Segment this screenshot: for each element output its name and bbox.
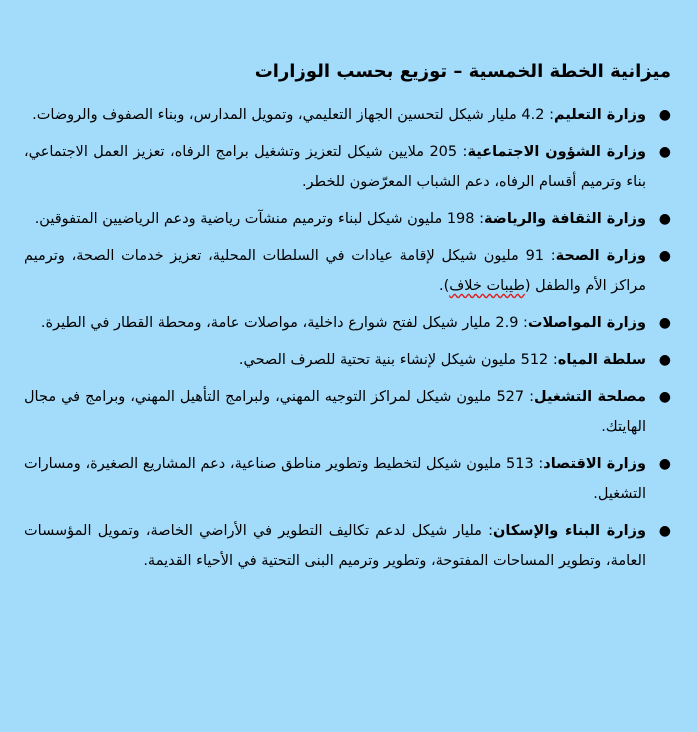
ministry-detail: : 2.9 مليار شيكل لفتح شوارع داخلية، مواصلات عامة، ومحطة القطار في الطيرة. — [40, 315, 528, 331]
ministry-list — [24, 100, 671, 576]
ministry-detail: : مليار شيكل لدعم تكاليف التطوير في الأراضي الخاصة، وتمويل المؤسسات العامة، وتطوير المساحات المفتوحة، وتطوير وترميم البنى التحتية في الأحياء القديمة. — [24, 523, 646, 569]
ministry-name: مصلحة التشغيل — [534, 389, 646, 405]
ministry-detail: : 205 ملايين شيكل لتعزيز وتشغيل برامج الرفاه، تعزيز العمل الاجتماعي، بناء وترميم أقسام الرفاه، دعم الشباب المعرّضون للخطر. — [24, 144, 646, 190]
bullet-icon: ● — [658, 144, 671, 160]
list-item — [24, 241, 671, 301]
bullet-icon: ● — [658, 107, 671, 123]
ministry-detail: : 4.2 مليار شيكل لتحسين الجهاز التعليمي، وتمويل المدارس، وبناء الصفوف والروضات. — [32, 107, 554, 123]
bullet-icon: ● — [658, 456, 671, 472]
ministry-detail: : 512 مليون شيكل لإنشاء بنية تحتية للصرف الصحي. — [238, 352, 558, 368]
list-item — [24, 345, 671, 375]
ministry-name: وزارة التعليم — [553, 107, 646, 123]
ministry-name: وزارة الصحة — [555, 248, 646, 264]
ministry-name: وزارة البناء والإسكان — [493, 523, 646, 539]
ministry-detail-end: ). — [438, 278, 450, 294]
list-item — [24, 100, 671, 130]
list-item — [24, 382, 671, 442]
ministry-name: وزارة المواصلات — [527, 315, 646, 331]
ministry-name: وزارة الشؤون الاجتماعية — [467, 144, 647, 160]
bullet-icon: ● — [658, 315, 671, 331]
list-item — [24, 137, 671, 197]
bullet-icon: ● — [658, 211, 671, 227]
list-item — [24, 449, 671, 509]
ministry-detail: : 513 مليون شيكل لتخطيط وتطوير مناطق صناعية، دعم المشاريع الصغيرة، ومسارات التشغيل. — [24, 456, 646, 502]
ministry-name: وزارة الاقتصاد — [543, 456, 646, 472]
ministry-name: سلطة المياه — [557, 352, 646, 368]
ministry-detail: : 91 مليون شيكل لإقامة عيادات في السلطات المحلية، تعزيز خدمات الصحة، وترميم مراكز الأم والطفل ( — [24, 248, 646, 294]
list-item — [24, 204, 671, 234]
ministry-detail: : 527 مليون شيكل لمراكز التوجيه المهني، ولبرامج التأهيل المهني، وبرامج في مجال الهايتك. — [24, 389, 646, 435]
list-item — [24, 516, 671, 576]
ministry-detail: : 198 مليون شيكل لبناء وترميم منشآت رياضية ودعم الرياضيين المتفوقين. — [34, 211, 485, 227]
bullet-icon: ● — [658, 248, 671, 264]
bullet-icon: ● — [658, 523, 671, 539]
page-title: ميزانية الخطة الخمسية – توزيع بحسب الوزارات — [254, 61, 671, 82]
bullet-icon: ● — [658, 352, 671, 368]
list-item — [24, 308, 671, 338]
ministry-name: وزارة الثقافة والرياضة — [484, 211, 646, 227]
spellcheck-flagged-text: طيبات خلاف — [449, 278, 525, 294]
bullet-icon: ● — [658, 389, 671, 405]
